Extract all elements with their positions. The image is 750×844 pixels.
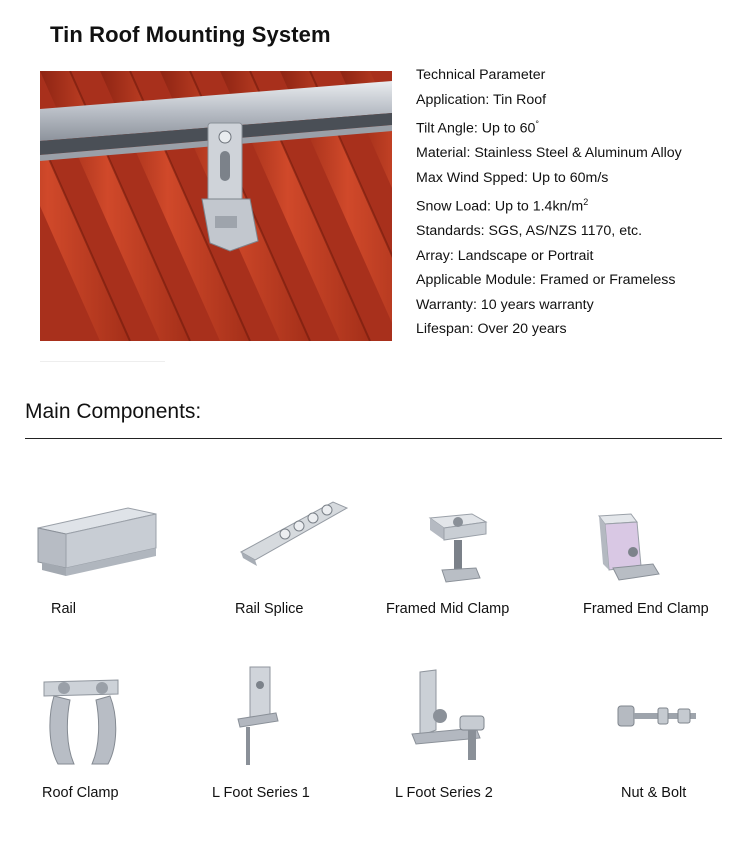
nut-bolt-icon — [614, 700, 704, 734]
rail-splice-icon — [237, 494, 351, 572]
l-foot-2-icon — [406, 668, 504, 766]
component-label-rail-splice: Rail Splice — [235, 601, 304, 617]
component-label-rail: Rail — [51, 601, 76, 617]
param-warranty: Warranty: 10 years warranty — [416, 296, 594, 313]
component-label-mid-clamp: Framed Mid Clamp — [386, 601, 510, 617]
param-wind-speed: Max Wind Spped: Up to 60m/s — [416, 169, 609, 186]
param-lifespan: Lifespan: Over 20 years — [416, 321, 567, 338]
rail-icon — [34, 506, 160, 580]
param-material: Material: Stainless Steel & Aluminum Alloy — [416, 145, 682, 162]
roof-clamp-icon — [40, 676, 126, 770]
page-title: Tin Roof Mounting System — [50, 22, 331, 47]
param-module: Applicable Module: Framed or Frameless — [416, 272, 676, 289]
param-snow-load: Snow Load: Up to $1.4kn/m^2$ — [416, 197, 589, 215]
component-label-roof-clamp: Roof Clamp — [42, 785, 119, 801]
technical-parameters — [416, 63, 682, 342]
component-label-l-foot-1: L Foot Series 1 — [212, 785, 310, 801]
component-label-nut-bolt: Nut & Bolt — [621, 785, 687, 801]
divider — [40, 361, 165, 362]
param-application: Application: Tin Roof — [416, 91, 547, 108]
section-title: Main Components: — [25, 400, 202, 423]
param-heading: Technical Parameter — [416, 67, 546, 83]
l-foot-1-icon — [236, 665, 280, 769]
param-tilt-angle: Tilt Angle: Up to 60° — [416, 119, 539, 137]
mid-clamp-icon — [426, 510, 490, 586]
param-array: Array: Landscape or Portrait — [416, 247, 594, 264]
hero-product-image — [40, 71, 392, 341]
component-label-end-clamp: Framed End Clamp — [583, 601, 709, 617]
param-standards: Standards: SGS, AS/NZS 1170, etc. — [416, 223, 643, 240]
end-clamp-icon — [597, 512, 667, 586]
component-label-l-foot-2: L Foot Series 2 — [395, 785, 493, 801]
section-divider — [25, 438, 722, 439]
